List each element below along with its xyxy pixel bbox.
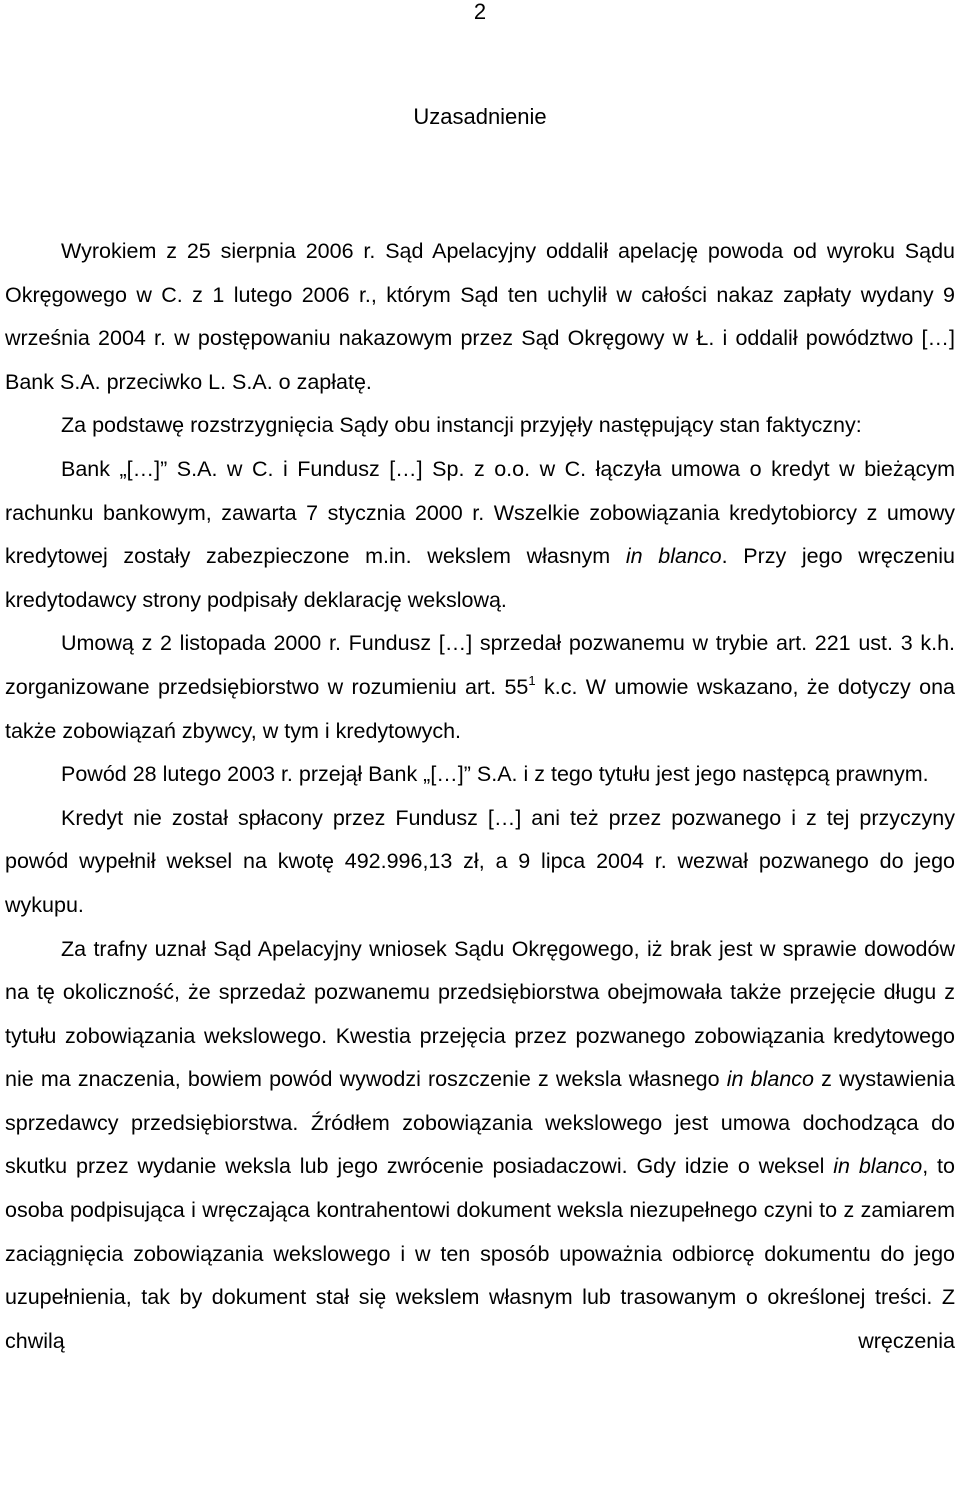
text-run: . Przy jego wręczeniu kredytodawcy strony podpisały deklarację wekslową. <box>5 544 955 612</box>
text-run: Powód 28 lutego 2003 r. przejął Bank „[…]” S.A. i z tego tytułu jest jego następcą prawnym. <box>61 762 929 787</box>
paragraph <box>5 404 955 448</box>
document-title: Uzasadnienie <box>413 104 547 129</box>
text-run: z wystawienia sprzedawcy przedsiębiorstwa. Źródłem zobowiązania wekslowego jest umowa dochodząca do skutku przez wydanie weksla lub jego zwrócenie posiadaczowi. Gdy idzie o weksel <box>5 1067 956 1179</box>
italic-phrase: in blanco <box>625 544 722 569</box>
paragraph <box>5 622 955 753</box>
text-run: , to osoba podpisująca i wręczająca kontrahentowi dokument weksla niezupełnego czyni to z zamiarem zaciągnięcia zobowiązania wekslowego i w ten sposób upoważnia odbiorcę dokumentu do jego uzupełnienia, tak by dokument stał się wekslem własnym lub trasowanym o określonej treści. Z chwilą wręczenia <box>5 1154 955 1353</box>
page-number: 2 <box>473 0 487 24</box>
document-body <box>5 230 955 1363</box>
text-run: Wyrokiem z 25 sierpnia 2006 r. Sąd Apelacyjny oddalił apelację powoda od wyroku Sądu Okręgowego w C. z 1 lutego 2006 r., którym Sąd ten uchylił w całości nakaz zapłaty wydany 9 września 2004 r. w postępowaniu nakazowym przez Sąd Okręgowy w Ł. i oddalił powództwo […] Bank S.A. przeciwko L. S.A. o zapłatę. <box>5 239 955 394</box>
text-run: k.c. W umowie wskazano, że dotyczy ona także zobowiązań zbywcy, w tym i kredytowych. <box>5 674 955 743</box>
paragraph <box>5 448 955 622</box>
text-run: Bank „[…]” S.A. w C. i Fundusz […] Sp. z o.o. w C. łączyła umowa o kredyt w bieżącym rachunku bankowym, zawarta 7 stycznia 2000 r. Wszelkie zobowiązania kredytobiorcy z umowy kredytowej zostały zabezpieczone m.in. wekslem własnym <box>5 456 955 569</box>
paragraph <box>5 797 955 928</box>
text-run: Kredyt nie został spłacony przez Fundusz […] ani też przez pozwanego i z tej przyczyny powód wypełnił weksel na kwotę 492.996,13 zł, a 9 lipca 2004 r. wezwał pozwanego do jego wykupu. <box>5 805 955 917</box>
paragraph <box>5 230 955 404</box>
text-run: Za podstawę rozstrzygnięcia Sądy obu instancji przyjęły następujący stan faktyczny: <box>61 413 862 438</box>
paragraph <box>5 928 955 1364</box>
text-run: Za trafny uznał Sąd Apelacyjny wniosek Sądu Okręgowego, iż brak jest w sprawie dowodów na tę okoliczność, że sprzedaż pozwanemu przedsiębiorstwa obejmowała także przejęcie długu z tytułu zobowiązania wekslowego. Kwestia przejęcia przez pozwanego zobowiązania kredytowego nie ma znaczenia, bowiem powód wywodzi roszczenie z weksla własnego <box>5 936 955 1092</box>
italic-phrase: in blanco <box>833 1154 923 1179</box>
text-run: Umową z 2 listopada 2000 r. Fundusz […] sprzedał pozwanemu w trybie art. 221 ust. 3 k.h. zorganizowane przedsiębiorstwo w rozumieniu art. 55 <box>5 631 955 699</box>
paragraph <box>5 753 955 797</box>
superscript: 1 <box>528 672 536 688</box>
italic-phrase: in blanco <box>726 1067 815 1092</box>
